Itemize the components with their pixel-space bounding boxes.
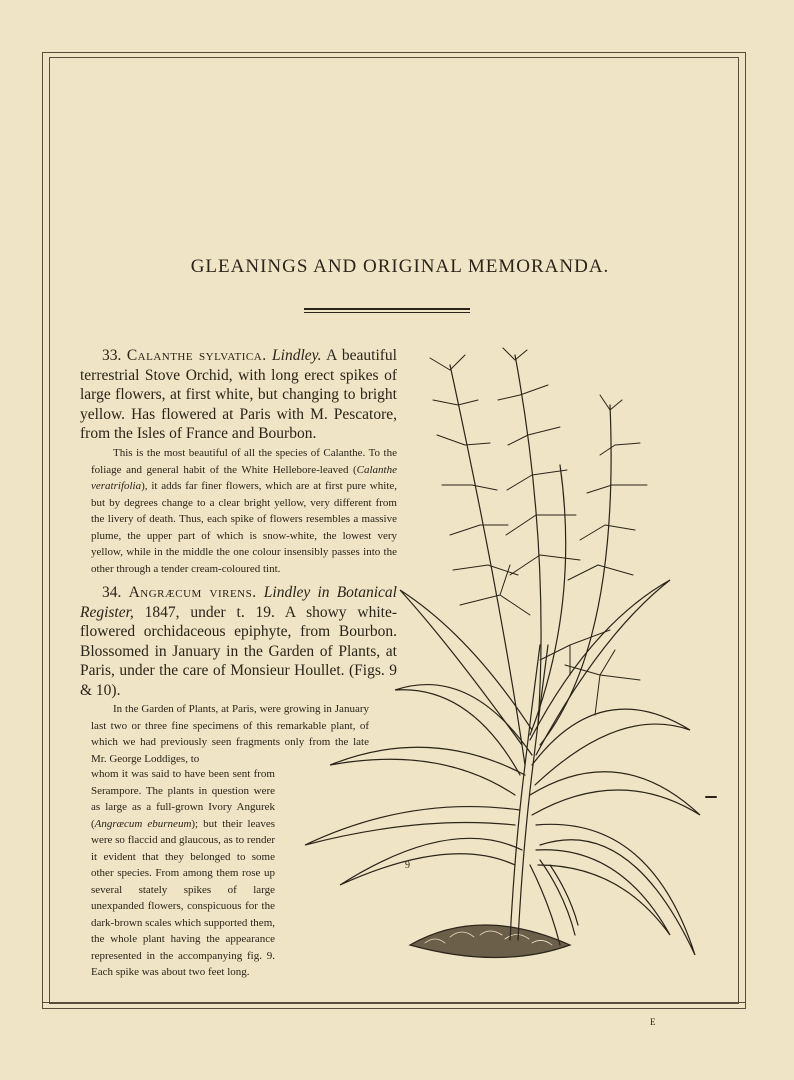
entry-33-note-species: Calanthe veratrifolia (91, 463, 397, 492)
entry-34-note-narrow-b: ); but their leaves were so flaccid and glaucous, as to render it evident that they belonged to some other species. From among them rose up several stately spikes of large unexpanded flowers, conspicuous for the dark-brown scales which supported them, the whole plant having the appearance represented in the accompanying fig. 9. Each spike was about two feet long. (91, 817, 275, 978)
entry-34-name: Angræcum virens. (128, 584, 257, 601)
entry-33-name: Calanthe sylvatica. (126, 347, 267, 364)
entry-34-note-narrow-a: whom it was said to have been sent from Serampore. The plants in question were as large as a full-grown Ivory Angurek ( (91, 768, 275, 830)
page-title: GLEANINGS AND ORIGINAL MEMORANDA. (190, 256, 610, 277)
entry-34-note-wide: In the Garden of Plants, at Paris, were growing in January last two or three fine specimens of this remarkable plant, of which we had previously seen fragments only from the late Mr. George Loddiges, to (91, 703, 369, 765)
title-rule-thin (304, 312, 470, 313)
entry-33-number: 33. (102, 347, 122, 364)
entry-34-note-species: Angræcum eburneum (94, 817, 192, 830)
entry-33-note-b: ), it adds far finer flowers, which are at first pure white, but by degrees change to a clear bright yellow, very different from the livery of death. Thus, each spike of flowers resembles a massive plume, the upper part of which is snow-white, the lowest very yellow, while in the middle the one colour insensibly passes into the other through a tender cream-coloured tint. (91, 480, 397, 575)
signature-mark: E (650, 1017, 657, 1027)
entry-33-note-a: This is the most beautiful of all the species of Calanthe. To the foliage and general habit of the White Hellebore-leaved ( (91, 447, 397, 476)
entry-34-note-narrow (91, 766, 275, 981)
entry-34-authority: Lindley in Botanical Register, (80, 584, 397, 621)
entry-33-authority: Lindley. (272, 347, 322, 364)
bottom-rule (42, 1002, 746, 1003)
figure-label: 9 (405, 860, 410, 871)
title-rule (304, 308, 470, 310)
entry-34-text: 1847, under t. 19. A showy white-flowered orchidaceous epiphyte, from Bourbon. Blossomed in January in the Garden of Plants, at Paris, under the care of Monsieur Houllet. (Figs. 9 & 10). (80, 603, 397, 699)
entry-33-text: A beautiful terrestrial Stove Orchid, with long erect spikes of large flowers, at first white, but changing to bright yellow. Has flowered at Paris with M. Pescatore, from the Isles of France and Bourbon. (80, 347, 397, 442)
orchid-engraving (300, 345, 720, 975)
entry-34-number: 34. (102, 584, 122, 601)
